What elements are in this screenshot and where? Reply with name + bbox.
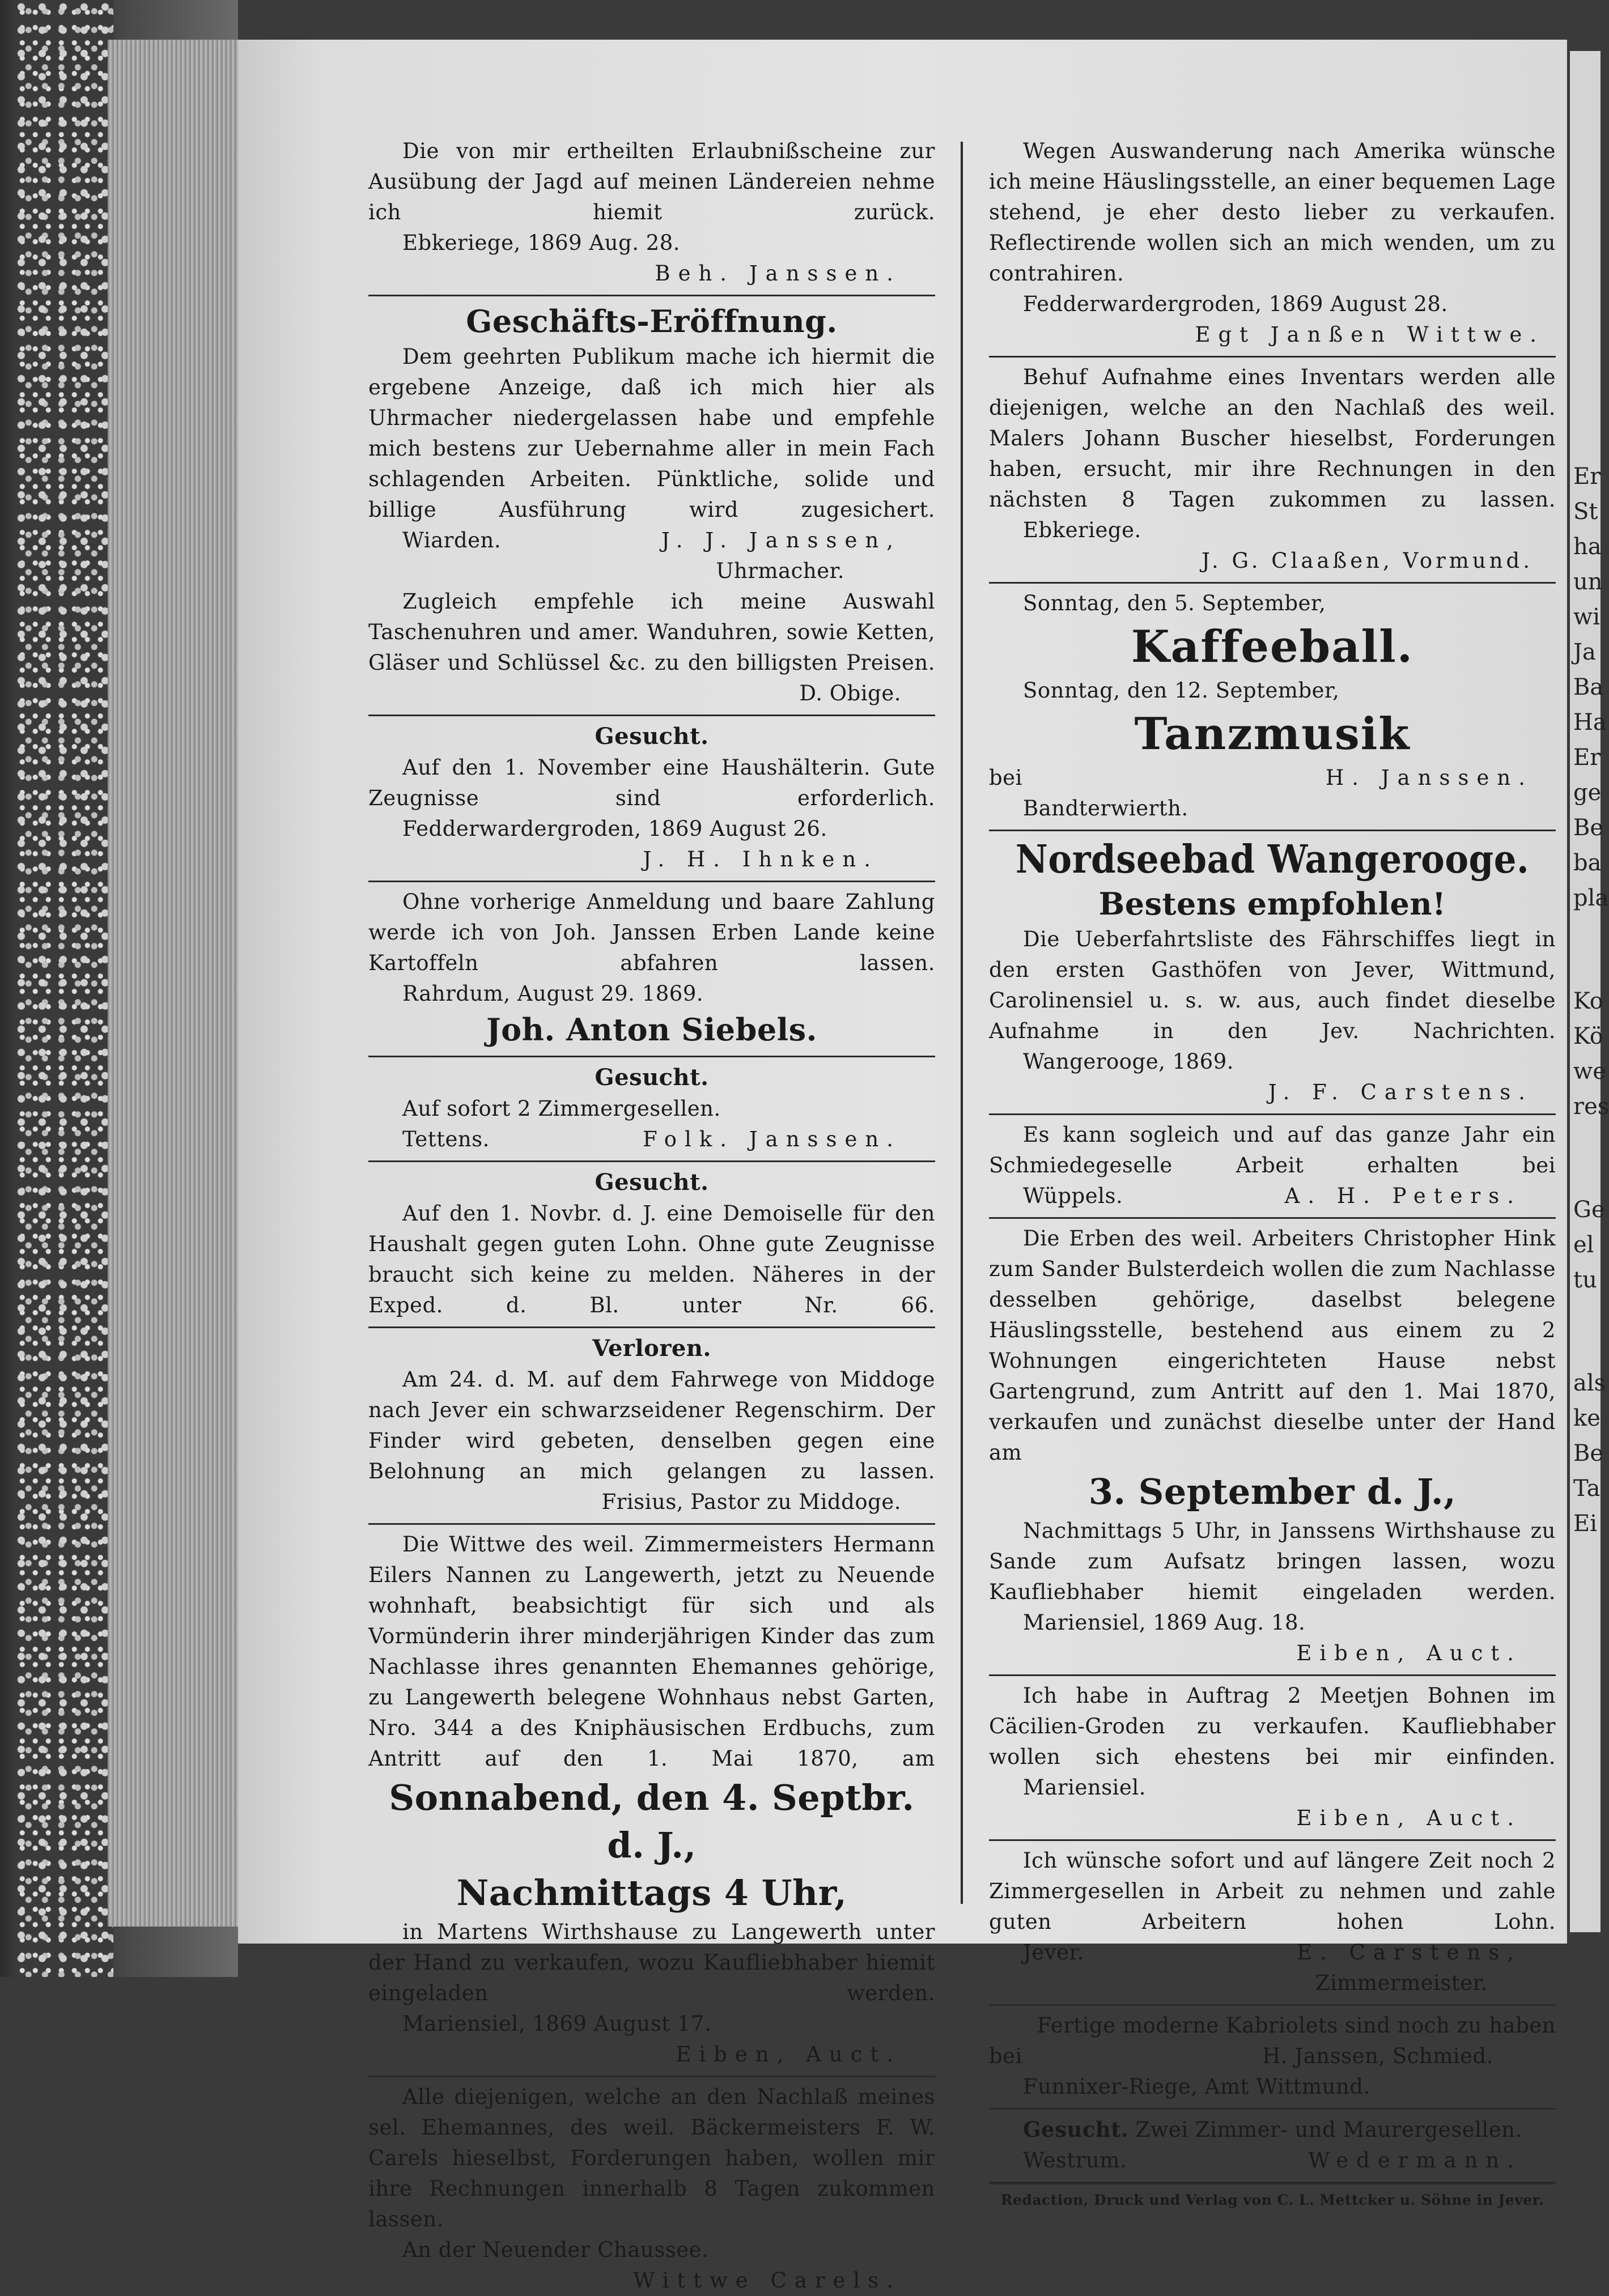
ad-text: Dem geehrten Publikum mache ich hiermit die ergebene Anzeige, daß ich mich hier als Uhrmacher niedergelassen habe und empfehle mich bestens zur Uebernahme aller in mein Fach schlagenden Arbeiten. Pünktliche, solide und billige Ausführung wird zugesichert. (368, 345, 935, 522)
place-date: Wangerooge, 1869. (1023, 1049, 1234, 1074)
place: An der Neuender Chaussee. (402, 2238, 709, 2262)
ad-heading: Geschäfts-Eröffnung. (466, 303, 838, 339)
ad-kartoffeln (368, 887, 935, 1050)
signature: H. Janssen. (1326, 766, 1533, 790)
fragment-text: Er (1573, 745, 1601, 771)
signature: D. Obige. (799, 681, 901, 705)
ad-text: Auf den 1. Novbr. d. J. eine Demoiselle für den Haushalt gegen guten Lohn. Ohne gute Zeugnisse braucht sich keine zu melden. Näheres in der Exped. d. Bl. unter Nr. 66. (368, 1201, 935, 1317)
fragment-text: Be (1573, 1440, 1604, 1466)
ad-text: Fertige moderne Kabriolets sind noch zu haben (1037, 2013, 1556, 2038)
fragment-text: ba (1573, 850, 1602, 876)
event-title: Kaffeeball. (1131, 621, 1414, 673)
ad-zimmergesellen-jever (989, 1846, 1556, 1999)
divider (989, 582, 1556, 584)
signature: J. F. Carstens. (1268, 1080, 1533, 1104)
ad-gesucht-maurer (989, 2114, 1556, 2176)
marbled-edge (17, 0, 113, 1977)
fragment-text: Ja (1573, 639, 1596, 665)
signature: Folk. Janssen. (643, 1127, 901, 1151)
signature: Eiben, Auct. (1296, 1806, 1522, 1830)
ad-jagd (368, 136, 935, 289)
divider (989, 1674, 1556, 1676)
ad-text: Ich wünsche sofort und auf längere Zeit noch 2 Zimmergesellen in Arbeit zu nehmen und zahle guten Arbeitern hohen Lohn. (989, 1848, 1556, 1934)
bei-label: bei (989, 2044, 1022, 2068)
ad-verloren (368, 1333, 935, 1517)
ad-inventar (989, 362, 1556, 576)
signature-row (989, 1937, 1556, 1968)
fragment-text: ha (1573, 534, 1602, 560)
ad-text: Am 24. d. M. auf dem Fahrwege von Middoge nach Jever ein schwarzseidener Regenschirm. Der Finder wird gebeten, denselben gegen eine Belohnung an mich gelangen zu lassen. (368, 1367, 935, 1483)
event-date: Sonntag, den 5. September, (1023, 591, 1326, 615)
place: Tettens. (402, 1127, 490, 1151)
signature: E. Carstens, (1297, 1940, 1522, 1965)
fragment-text: Ei (1573, 1511, 1597, 1537)
signature-title: Zimmermeister. (1315, 1971, 1488, 1995)
fragment-text: als (1573, 1370, 1606, 1396)
signature-row (989, 2041, 1556, 2072)
date-headline: 3. September d. J., (1088, 1471, 1457, 1512)
signature-row (989, 2145, 1556, 2176)
fragment-text: St (1573, 499, 1598, 525)
ad-text: Die von mir ertheilten Erlaubnißscheine zur Ausübung der Jagd auf meinen Ländereien nehme ich hiemit zurück. (368, 139, 935, 224)
divider (989, 1839, 1556, 1841)
signature: Frisius, Pastor zu Middoge. (601, 1490, 901, 1514)
ad-text-2: Nachmittags 5 Uhr, in Janssens Wirthshause zu Sande zum Aufsatz bringen lassen, wozu Kaufliebhaber hiemit eingeladen werden. (989, 1519, 1556, 1604)
divider (368, 1326, 935, 1328)
ad-gesucht-haushaelterin (368, 721, 935, 875)
signature: Joh. Anton Siebels. (486, 1011, 817, 1048)
divider (989, 830, 1556, 831)
ad-tanz (989, 588, 1556, 824)
date-headline: Sonnabend, den 4. Septbr. d. J., (389, 1777, 915, 1866)
fragment-text: we (1573, 1058, 1606, 1085)
divider (368, 715, 935, 716)
fragment-text: Ta (1573, 1476, 1600, 1502)
bei-label: bei (989, 766, 1022, 790)
signature: A. H. Peters. (1284, 1184, 1522, 1208)
place-date: Rahrdum, August 29. 1869. (402, 981, 704, 1006)
place: Ebkeriege. (1023, 518, 1141, 542)
left-column (368, 136, 935, 2296)
place: Westrum. (1023, 2148, 1127, 2172)
ad-wangerooge (989, 836, 1556, 1108)
ad-text: Ich habe in Auftrag 2 Meetjen Bohnen im Cäcilien-Groden zu verkaufen. Kaufliebhaber wollen sich ehestens bei mir einfinden. (989, 1683, 1556, 1769)
place: Bandterwierth. (1023, 796, 1188, 820)
ad-text: Auf den 1. November eine Haushälterin. Gute Zeugnisse sind erforderlich. (368, 755, 935, 810)
ad-wohnhaus-verkauf (368, 1529, 935, 2070)
signature-row (989, 763, 1556, 793)
fragment-text: Be (1573, 815, 1604, 841)
divider (368, 881, 935, 882)
fragment-text: tu (1573, 1267, 1597, 1293)
fragment-text: Ko (1573, 988, 1603, 1014)
signature: Wittwe Carels. (633, 2268, 901, 2293)
ad-heading: Nordseebad Wangerooge. (1015, 837, 1530, 882)
column-divider (961, 142, 963, 1904)
ad-text: Alle diejenigen, welche an den Nachlaß meines sel. Ehemannes, des weil. Bäckermeisters F. W. Carels hieselbst, Forderungen haben, wollen mir ihre Rechnungen innerhalb 8 Tagen zukommen lassen. (368, 2085, 935, 2231)
ad-heading: Gesucht. (595, 723, 709, 750)
ad-text: Die Erben des weil. Arbeiters Christopher Hink zum Sander Bulsterdeich wollen die zum Nachlasse desselben gehörige, daselbst belegene Häuslingsstelle, bestehend aus einem zu 2 Wohnungen eingerichteten Hause nebst Gartengrund, zum Antritt auf den 1. Mai 1870, verkaufen und zunächst dieselbe unter der Hand am (989, 1226, 1556, 1465)
place: Wiarden. (402, 528, 502, 552)
event-date: Sonntag, den 12. September, (1023, 678, 1340, 703)
ad-text-2: Zugleich empfehle ich meine Auswahl Taschenuhren und amer. Wanduhren, sowie Ketten, Gläser und Schlüssel &c. zu den billigsten Preisen. (368, 589, 935, 675)
ad-schmiedegeselle (989, 1120, 1556, 1211)
signature: J. G. Claaßen, Vormund. (1202, 549, 1533, 573)
right-column (989, 136, 1556, 2212)
fragment-text: res (1573, 1094, 1609, 1120)
ad-text: Die Ueberfahrtsliste des Fährschiffes liegt in den ersten Gasthöfen von Jever, Wittmund, Carolinensiel u. s. w. aus, auch findet dieselbe Aufnahme in den Jev. Nachrichten. (989, 927, 1556, 1043)
place-date: Ebkeriege, 1869 Aug. 28. (402, 231, 681, 255)
divider (989, 356, 1556, 358)
signature: Eiben, Auct. (676, 2042, 901, 2067)
fragment-text: el (1573, 1232, 1594, 1258)
ad-gesucht-demoiselle (368, 1167, 935, 1321)
signature: Wedermann. (1308, 2148, 1522, 2172)
divider (368, 1523, 935, 1525)
event-title: Tanzmusik (1134, 708, 1411, 760)
ad-text: Ohne vorherige Anmeldung und baare Zahlung werde ich von Joh. Janssen Erben Lande keine Kartoffeln abfahren lassen. (368, 890, 935, 975)
ad-heading: Gesucht. (595, 1169, 709, 1196)
adjacent-page-fragment (1570, 51, 1609, 1932)
signature: Eiben, Auct. (1296, 1641, 1522, 1665)
signature: H. Janssen, Schmied. (1262, 2044, 1493, 2068)
signature: J. H. Ihnken. (643, 847, 878, 871)
page-stack (108, 40, 249, 1927)
ad-text: Zwei Zimmer- und Maurergesellen. (1135, 2118, 1522, 2142)
signature: Beh. Janssen. (655, 261, 901, 286)
ad-text: Es kann sogleich und auf das ganze Jahr ein Schmiedegeselle Arbeit erhalten bei (989, 1123, 1556, 1177)
place: Funnixer-Riege, Amt Wittmund. (1023, 2074, 1370, 2099)
divider (368, 1056, 935, 1057)
ad-nachlass-carels (368, 2082, 935, 2296)
divider (989, 2004, 1556, 2006)
signature-row (368, 1124, 935, 1155)
ad-subheading: Bestens empfohlen! (1098, 886, 1446, 922)
ad-gesucht-zimmergesellen (368, 1062, 935, 1155)
fragment-text: Ha (1573, 709, 1607, 735)
place: Wüppels. (1023, 1184, 1123, 1208)
place-date: Fedderwardergroden, 1869 August 26. (402, 817, 827, 841)
signature: Egt Janßen Wittwe. (1195, 322, 1544, 347)
ad-text: Die Wittwe des weil. Zimmermeisters Hermann Eilers Nannen zu Langewerth, jetzt zu Neuende wohnhaft, beabsichtigt für sich und als Vormünderin ihrer minderjährigen Kinder das zum Nachlasse ihres genannten Ehemannes gehörige, zu Langewerth belegene Wohnhaus nebst Garten, Nro. 344 a des Kniphäusischen Erdbuchs, zum Antritt auf den 1. Mai 1870, am (368, 1532, 935, 1771)
divider (989, 2182, 1556, 2184)
signature-row (368, 525, 935, 556)
place: Mariensiel. (1023, 1775, 1147, 1800)
fragment-text: Ge (1573, 1197, 1605, 1223)
ad-line (989, 2114, 1556, 2145)
ad-heading: Gesucht. (1023, 2117, 1129, 2142)
ad-heading: Verloren. (592, 1335, 711, 1362)
ad-kabriolets (989, 2010, 1556, 2102)
ad-heading: Gesucht. (595, 1064, 709, 1091)
place: Jever. (1023, 1940, 1084, 1965)
imprint-footer: Redaction, Druck und Verlag von C. L. Mettcker u. Söhne in Jever. (1000, 2192, 1544, 2208)
divider (989, 1217, 1556, 1219)
divider (368, 1160, 935, 1162)
divider (368, 2076, 935, 2077)
fragment-text: un (1573, 569, 1603, 595)
fragment-text: Kö (1573, 1023, 1603, 1049)
divider (989, 1113, 1556, 1115)
place-date: Fedderwardergroden, 1869 August 28. (1023, 292, 1448, 316)
place-date: Mariensiel, 1869 August 17. (402, 2012, 712, 2036)
ad-auswanderung (989, 136, 1556, 350)
ad-haeuslingsstelle (989, 1223, 1556, 1669)
fragment-text: ke (1573, 1405, 1600, 1431)
fragment-text: ge (1573, 780, 1602, 806)
divider (368, 295, 935, 296)
time-headline: Nachmittags 4 Uhr, (456, 1872, 847, 1914)
signature: J. J. Janssen, (661, 528, 901, 552)
divider (989, 2108, 1556, 2110)
ad-text-2: in Martens Wirthshause zu Langewerth unter der Hand zu verkaufen, wozu Kaufliebhaber hiemit eingeladen werden. (368, 1920, 935, 2005)
fragment-text: Er (1573, 464, 1601, 490)
ad-text: Behuf Aufnahme eines Inventars werden alle diejenigen, welche an den Nachlaß des weil. Malers Johann Buscher hieselbst, Forderungen haben, ersucht, mir ihre Rechnungen in den nächsten 8 Tagen zukommen zu lassen. (989, 365, 1556, 512)
signature-title: Uhrmacher. (716, 559, 844, 583)
ad-geschaeftseroeffnung (368, 301, 935, 709)
fragment-text: pla (1573, 885, 1609, 911)
signature-row (989, 1181, 1556, 1211)
ad-text: Wegen Auswanderung nach Amerika wünsche ich meine Häuslingsstelle, an einer bequemen Lage stehend, je eher desto lieber zu verkaufen. Reflectirende wollen sich an mich wenden, um zu contrahiren. (989, 139, 1556, 286)
fragment-text: wi (1573, 604, 1600, 630)
ad-bohnen (989, 1681, 1556, 1834)
place-date: Mariensiel, 1869 Aug. 18. (1023, 1610, 1306, 1635)
ad-text: Auf sofort 2 Zimmergesellen. (402, 1096, 721, 1121)
fragment-text: Ba (1573, 674, 1604, 700)
